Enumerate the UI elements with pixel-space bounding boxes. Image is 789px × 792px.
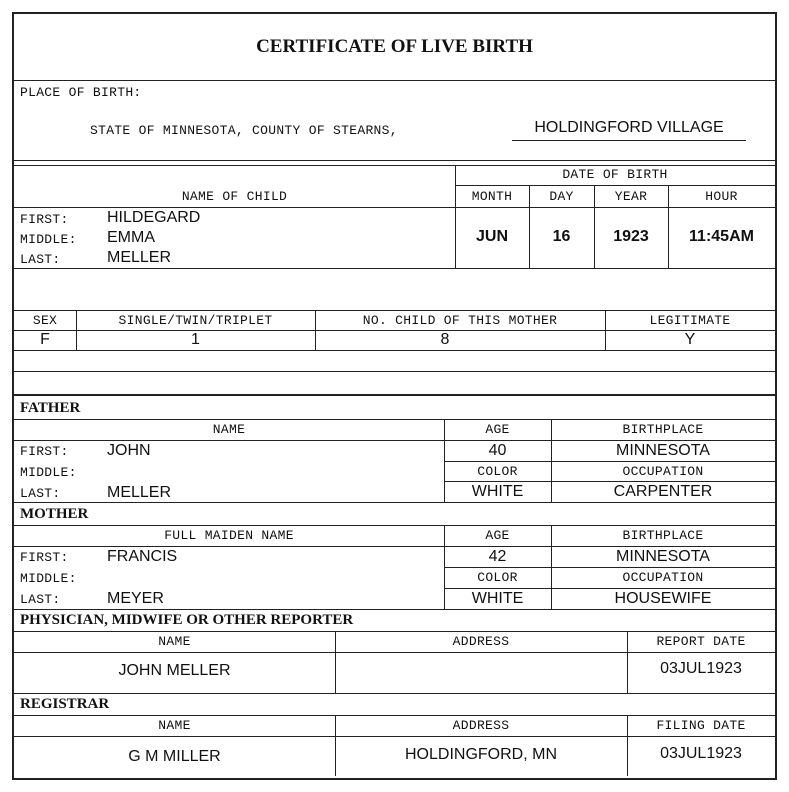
father-last-name: MELLER xyxy=(107,484,172,501)
divider xyxy=(14,310,775,311)
father-first-name: JOHN xyxy=(107,442,151,459)
mother-color-header: COLOR xyxy=(477,570,518,585)
year-header: YEAR xyxy=(614,189,648,204)
mother-age-header: AGE xyxy=(485,528,510,543)
mother-name-header: FULL MAIDEN NAME xyxy=(164,528,294,543)
sex-header: SEX xyxy=(32,313,58,328)
father-color-header: COLOR xyxy=(477,464,518,479)
father-occupation: CARPENTER xyxy=(613,483,713,500)
hour-header: HOUR xyxy=(705,189,738,204)
divider xyxy=(14,80,775,81)
reporter-name: JOHN MELLER xyxy=(118,662,231,679)
father-color: WHITE xyxy=(471,483,524,500)
divider xyxy=(444,567,775,568)
father-age-header: AGE xyxy=(485,422,510,437)
divider xyxy=(14,440,775,441)
sex-value: F xyxy=(40,331,50,348)
registrar-section-label: REGISTRAR xyxy=(20,696,110,712)
divider xyxy=(444,461,775,462)
mother-section-label: MOTHER xyxy=(20,506,89,522)
child-number-value: 8 xyxy=(440,331,450,348)
birth-year: 1923 xyxy=(613,228,649,245)
father-birthplace: MINNESOTA xyxy=(616,442,710,459)
divider xyxy=(14,715,775,716)
father-name-header: NAME xyxy=(212,422,246,437)
child-first-name: HILDEGARD xyxy=(107,209,201,226)
divider xyxy=(444,481,775,482)
father-first-label: FIRST: xyxy=(20,444,69,459)
birth-month: JUN xyxy=(475,228,508,245)
mother-birthplace: MINNESOTA xyxy=(616,548,710,565)
locality-underline xyxy=(512,140,746,141)
legitimate-header: LEGITIMATE xyxy=(649,313,731,328)
divider xyxy=(14,207,775,208)
reporter-date-header: REPORT DATE xyxy=(656,634,746,649)
divider xyxy=(14,371,775,372)
mother-first-label: FIRST: xyxy=(20,550,69,565)
divider xyxy=(14,609,775,610)
mother-last-label: LAST: xyxy=(20,592,61,607)
father-birthplace-header: BIRTHPLACE xyxy=(622,422,704,437)
reporter-section-label: PHYSICIAN, MIDWIFE OR OTHER REPORTER xyxy=(20,612,354,628)
reporter-name-header: NAME xyxy=(158,634,191,649)
mother-occupation-header: OCCUPATION xyxy=(622,570,704,585)
divider xyxy=(14,736,775,737)
child-middle-name: EMMA xyxy=(107,229,155,246)
father-last-label: LAST: xyxy=(20,486,61,501)
child-last-name: MELLER xyxy=(107,249,172,266)
divider xyxy=(14,652,775,653)
mother-middle-label: MIDDLE: xyxy=(20,571,77,586)
child-first-label: FIRST: xyxy=(20,212,69,227)
divider xyxy=(14,394,775,396)
divider xyxy=(14,546,775,547)
registrar-date: 03JUL1923 xyxy=(660,745,742,762)
registrar-address: HOLDINGFORD, MN xyxy=(405,746,557,763)
day-header: DAY xyxy=(549,189,574,204)
name-of-child-header: NAME OF CHILD xyxy=(181,189,288,204)
father-middle-label: MIDDLE: xyxy=(20,465,77,480)
mother-occupation: HOUSEWIFE xyxy=(614,590,712,607)
birth-hour: 11:45AM xyxy=(689,228,754,245)
month-header: MONTH xyxy=(471,189,513,204)
birth-day: 16 xyxy=(552,228,571,245)
plurality-value: 1 xyxy=(191,331,200,348)
reporter-date: 03JUL1923 xyxy=(660,660,742,677)
child-last-label: LAST: xyxy=(20,252,61,267)
divider xyxy=(455,185,775,186)
mother-age: 42 xyxy=(488,548,507,565)
registrar-date-header: FILING DATE xyxy=(656,718,746,733)
mother-birthplace-header: BIRTHPLACE xyxy=(622,528,704,543)
divider xyxy=(14,350,775,351)
registrar-address-header: ADDRESS xyxy=(452,718,510,733)
mother-first-name: FRANCIS xyxy=(107,548,178,565)
father-occupation-header: OCCUPATION xyxy=(622,464,704,479)
child-number-header: NO. CHILD OF THIS MOTHER xyxy=(362,313,558,328)
divider xyxy=(14,631,775,632)
father-section-label: FATHER xyxy=(20,400,81,416)
divider xyxy=(14,525,775,526)
divider xyxy=(14,419,775,420)
plurality-header: SINGLE/TWIN/TRIPLET xyxy=(118,313,273,328)
certificate-title: CERTIFICATE OF LIVE BIRTH xyxy=(256,36,533,57)
reporter-address-header: ADDRESS xyxy=(452,634,510,649)
mother-last-name: MEYER xyxy=(107,590,164,607)
divider xyxy=(14,165,775,166)
divider xyxy=(14,160,775,161)
legitimate-value: Y xyxy=(684,331,696,348)
locality-value: HOLDINGFORD VILLAGE xyxy=(534,119,724,136)
divider xyxy=(444,588,775,589)
divider xyxy=(14,693,775,694)
father-age: 40 xyxy=(488,442,507,459)
divider xyxy=(14,268,775,269)
state-county-text: STATE OF MINNESOTA, COUNTY OF STEARNS, xyxy=(90,123,398,138)
mother-color: WHITE xyxy=(471,590,524,607)
date-of-birth-header: DATE OF BIRTH xyxy=(562,167,668,182)
registrar-name: G M MILLER xyxy=(128,748,221,765)
place-of-birth-label: PLACE OF BIRTH: xyxy=(20,85,142,100)
child-middle-label: MIDDLE: xyxy=(20,232,77,247)
divider xyxy=(14,502,775,503)
registrar-name-header: NAME xyxy=(158,718,191,733)
